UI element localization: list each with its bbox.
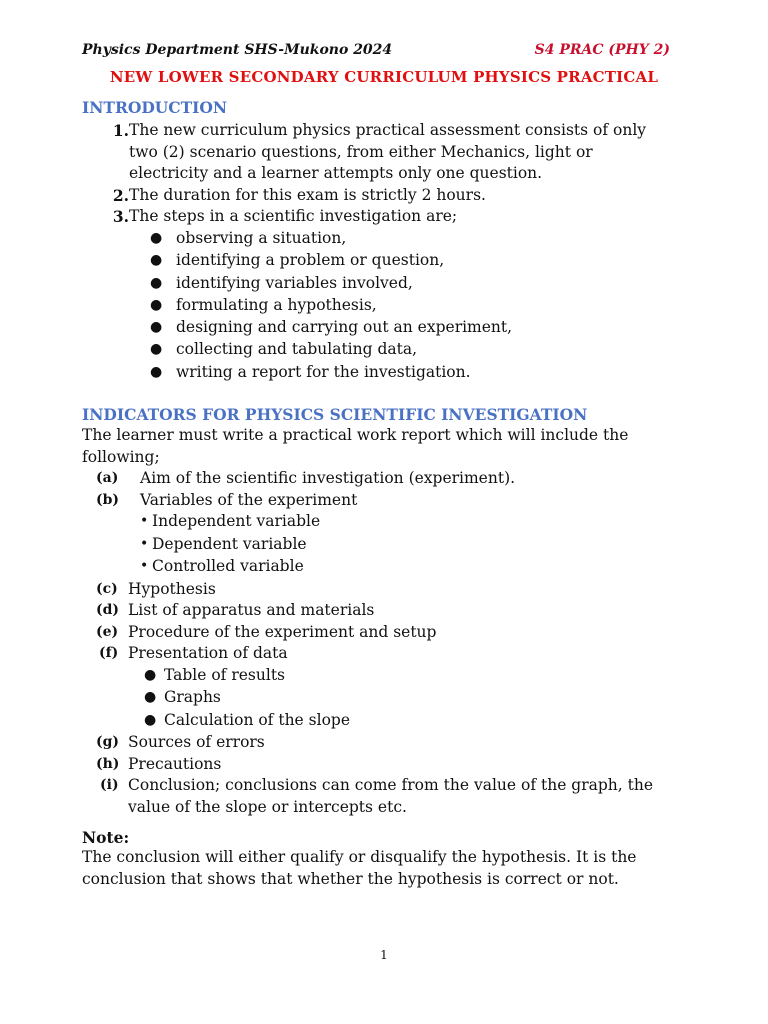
introduction-heading: INTRODUCTION <box>82 98 228 117</box>
bullet-icon: • <box>140 513 149 529</box>
item-label: (i) <box>100 777 119 793</box>
indicators-intro: The learner must write a practical work report which will include the following; <box>82 426 629 466</box>
list-item: ● formulating a hypothesis, <box>150 295 690 317</box>
bullet-icon: ● <box>150 274 163 291</box>
list-item: (i) Conclusion; conclusions can come from the value of the graph, the <box>82 775 692 797</box>
list-item: • Independent variable <box>82 511 692 534</box>
list-item: ● Calculation of the slope <box>82 710 692 733</box>
bullet-icon: • <box>140 535 149 552</box>
list-item <box>82 206 692 228</box>
introduction-list <box>82 120 692 228</box>
bullet-icon: ● <box>150 230 163 246</box>
bullet-icon: ● <box>150 363 163 380</box>
item-label: (c) <box>96 580 118 597</box>
item-text: The new curriculum physics practical assessment consists of only <box>129 121 647 139</box>
item-text: The duration for this exam is strictly 2 hours. <box>129 185 486 204</box>
list-item: (f) Presentation of data <box>82 643 692 665</box>
item-label: (h) <box>96 755 120 772</box>
item-label: (f) <box>99 645 119 661</box>
page-number: 1 <box>380 948 388 962</box>
list-item: ● observing a situation, <box>150 228 690 250</box>
indicators-heading: INDICATORS FOR PHYSICS SCIENTIFIC INVESTIGATION <box>82 405 588 424</box>
bullet-icon: ● <box>150 319 163 336</box>
list-item: (b) Variables of the experiment <box>82 490 692 512</box>
item-label: (a) <box>96 470 119 486</box>
note-text: The conclusion will either qualify or disqualify the hypothesis. It is the conclusion that shows that whether the hypothesis is correct or not. <box>82 848 637 888</box>
list-item-continuation: value of the slope or intercepts etc. <box>128 797 407 816</box>
bullet-icon: ● <box>150 341 163 358</box>
bullet-icon: ● <box>150 252 163 269</box>
item-number: 1. <box>112 121 129 140</box>
list-item: ● Graphs <box>82 687 692 710</box>
list-item: ● designing and carrying out an experiment, <box>150 317 690 339</box>
item-label: (d) <box>96 602 120 618</box>
list-item: ● collecting and tabulating data, <box>150 339 690 361</box>
item-text: The steps in a scientific investigation are; <box>129 207 458 225</box>
bullet-icon: ● <box>150 296 163 313</box>
bullet-icon: ● <box>144 666 157 683</box>
header-paper-code: S4 PRAC (PHY 2) <box>534 42 670 58</box>
list-item: ● identifying variables involved, <box>150 273 690 295</box>
list-item: (c) Hypothesis <box>82 579 692 601</box>
list-item: (g) Sources of errors <box>82 732 692 754</box>
bullet-icon: ● <box>144 689 157 705</box>
item-label: (b) <box>96 491 120 508</box>
list-item: ● Table of results <box>82 665 692 688</box>
item-number: 3. <box>112 207 129 226</box>
list-item: • Dependent variable <box>82 534 692 557</box>
investigation-steps-list <box>150 228 690 384</box>
item-text: electricity and a learner attempts only one question. <box>129 164 543 182</box>
document-title: NEW LOWER SECONDARY CURRICULUM PHYSICS PRACTICAL <box>109 68 659 86</box>
list-item: (e) Procedure of the experiment and setup <box>82 622 692 644</box>
header-department: Physics Department SHS-Mukono 2024 <box>82 42 393 58</box>
item-label: (e) <box>96 623 119 640</box>
item-label: (g) <box>96 734 120 750</box>
note-label: Note: <box>82 828 130 847</box>
list-item <box>82 185 692 207</box>
list-item: (a) Aim of the scientific investigation (experiment). <box>82 468 692 490</box>
bullet-icon: ● <box>144 711 157 728</box>
list-item: ● identifying a problem or question, <box>150 250 690 272</box>
bullet-icon: • <box>140 558 149 574</box>
report-components-list <box>82 468 692 818</box>
list-item: ● writing a report for the investigation. <box>150 362 690 384</box>
list-item <box>82 120 692 185</box>
list-item: (h) Precautions <box>82 754 692 776</box>
item-number: 2. <box>112 185 129 205</box>
item-text: two (2) scenario questions, from either Mechanics, light or <box>129 142 593 161</box>
list-item: • Controlled variable <box>82 556 692 579</box>
list-item: (d) List of apparatus and materials <box>82 600 692 622</box>
